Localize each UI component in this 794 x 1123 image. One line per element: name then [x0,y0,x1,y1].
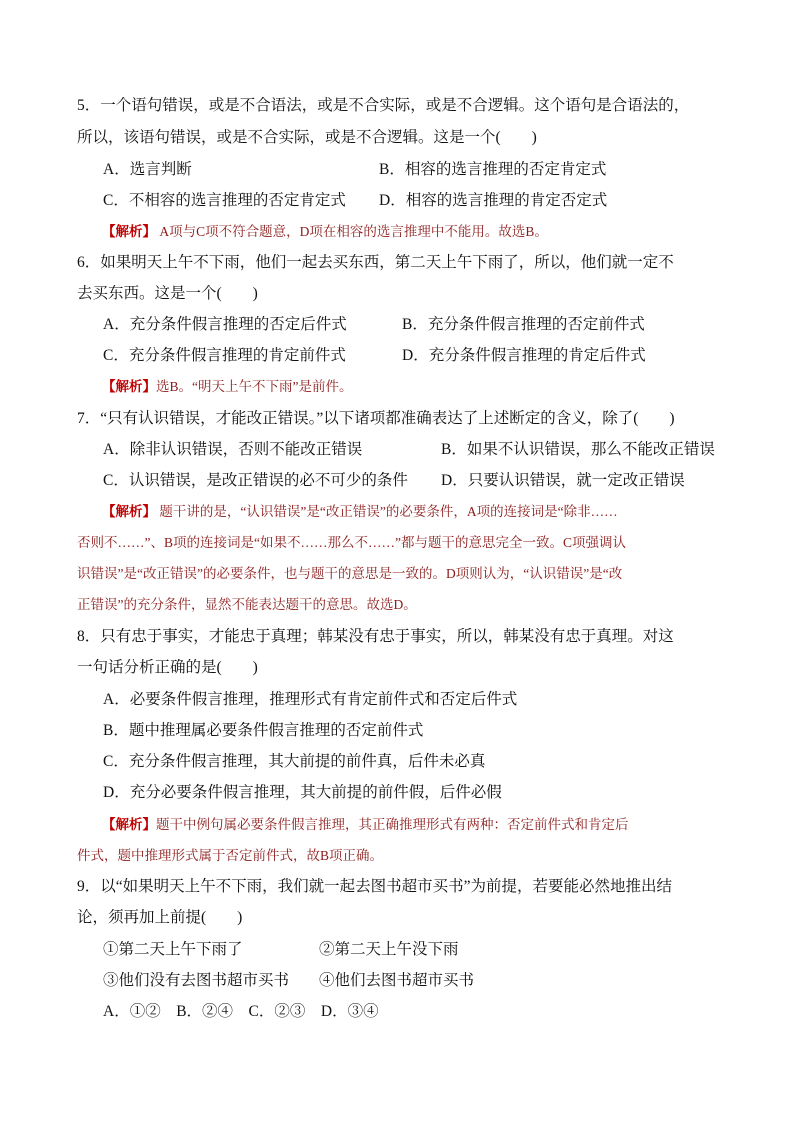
analysis-tag: 【解析】 [102,224,156,239]
question-8-line-1: 8．只有忠于事实，才能忠于真理；韩某没有忠于事实，所以，韩某没有忠于真理。对这 [77,628,674,645]
question-7-option-c: C．认识错误，是改正错误的必不可少的条件 [103,472,408,489]
question-7-option-d: D．只要认识错误，就一定改正错误 [441,472,685,489]
question-8-analysis-line-2: 件式，题中推理形式属于否定前件式，故B项正确。 [77,848,384,863]
question-8-option-b: B．题中推理属必要条件假言推理的否定前件式 [103,722,424,739]
question-8-analysis-line-1 [102,815,629,835]
question-9-line-1: 9．以“如果明天上午不下雨，我们就一起去图书超市买书”为前提，若要能必然地推出结 [77,878,673,895]
question-6-option-a: A．充分条件假言推理的否定后件式 [103,316,347,333]
question-7-line-1: 7．“只有认识错误，才能改正错误。”以下诸项都准确表达了上述断定的含义，除了( ) [77,410,675,427]
question-9-line-2: 论，须再加上前提( ) [77,909,243,926]
question-6-line-1: 6．如果明天上午不下雨，他们一起去买东西，第二天上午下雨了，所以，他们就一定不 [77,254,674,271]
question-5-option-c: C．不相容的选言推理的否定肯定式 [103,192,346,209]
analysis-text: 题干中例句属必要条件假言推理，其正确推理形式有两种：否定前件式和肯定后 [156,817,629,832]
question-8-option-c: C．充分条件假言推理，其大前提的前件真，后件未必真 [103,753,486,770]
question-9-choices: A．①② B．②④ C．②③ D．③④ [103,1003,379,1020]
question-9-item-2: ②第二天上午没下雨 [319,941,459,958]
question-9-item-4: ④他们去图书超市买书 [319,972,475,989]
question-5-analysis [102,222,548,242]
question-7-analysis-line-1 [102,502,618,522]
analysis-text: 题干讲的是，“认识错误”是“改正错误”的必要条件，A项的连接词是“除非…… [156,504,618,519]
question-8-option-a: A．必要条件假言推理，推理形式有肯定前件式和否定后件式 [103,691,518,708]
question-6-line-2: 去买东西。这是一个( ) [77,285,258,302]
question-6-option-b: B．充分条件假言推理的否定前件式 [402,316,645,333]
question-8-line-2: 一句话分析正确的是( ) [77,659,258,676]
question-5-option-a: A．选言判断 [103,161,192,178]
question-7-analysis-line-2: 否则不……”、B项的连接词是“如果不……那么不……”都与题干的意思完全一致。C项强调认 [77,535,626,550]
analysis-tag: 【解析】 [102,817,156,832]
question-7-option-b: B．如果不认识错误，那么不能改正错误 [441,441,715,458]
analysis-text: 选B。“明天上午不下雨”是前件。 [156,379,353,394]
question-9-item-3: ③他们没有去图书超市买书 [103,972,290,989]
question-8-option-d: D．充分必要条件假言推理，其大前提的前件假，后件必假 [103,784,502,801]
question-5-option-b: B．相容的选言推理的否定肯定式 [379,161,607,178]
question-7-option-a: A．除非认识错误，否则不能改正错误 [103,441,363,458]
question-6-option-d: D．充分条件假言推理的肯定后件式 [402,347,646,364]
question-6-analysis [102,377,353,397]
question-5-line-1: 5．一个语句错误，或是不合语法，或是不合实际，或是不合逻辑。这个语句是合语法的， [77,97,690,114]
analysis-tag: 【解析】 [102,379,156,394]
analysis-text: A项与C项不符合题意，D项在相容的选言推理中不能用。故选B。 [156,224,548,239]
question-5-line-2: 所以，该语句错误，或是不合实际，或是不合逻辑。这是一个( ) [77,129,537,146]
question-7-analysis-line-3: 识错误”是“改正错误”的必要条件，也与题干的意思是一致的。D项则认为，“认识错误”是“改 [77,566,623,581]
analysis-tag: 【解析】 [102,504,156,519]
question-7-analysis-line-4: 正错误”的充分条件，显然不能表达题干的意思。故选D。 [77,597,417,612]
question-6-option-c: C．充分条件假言推理的肯定前件式 [103,347,346,364]
question-5-option-d: D．相容的选言推理的肯定否定式 [379,192,608,209]
question-9-item-1: ①第二天上午下雨了 [103,941,243,958]
